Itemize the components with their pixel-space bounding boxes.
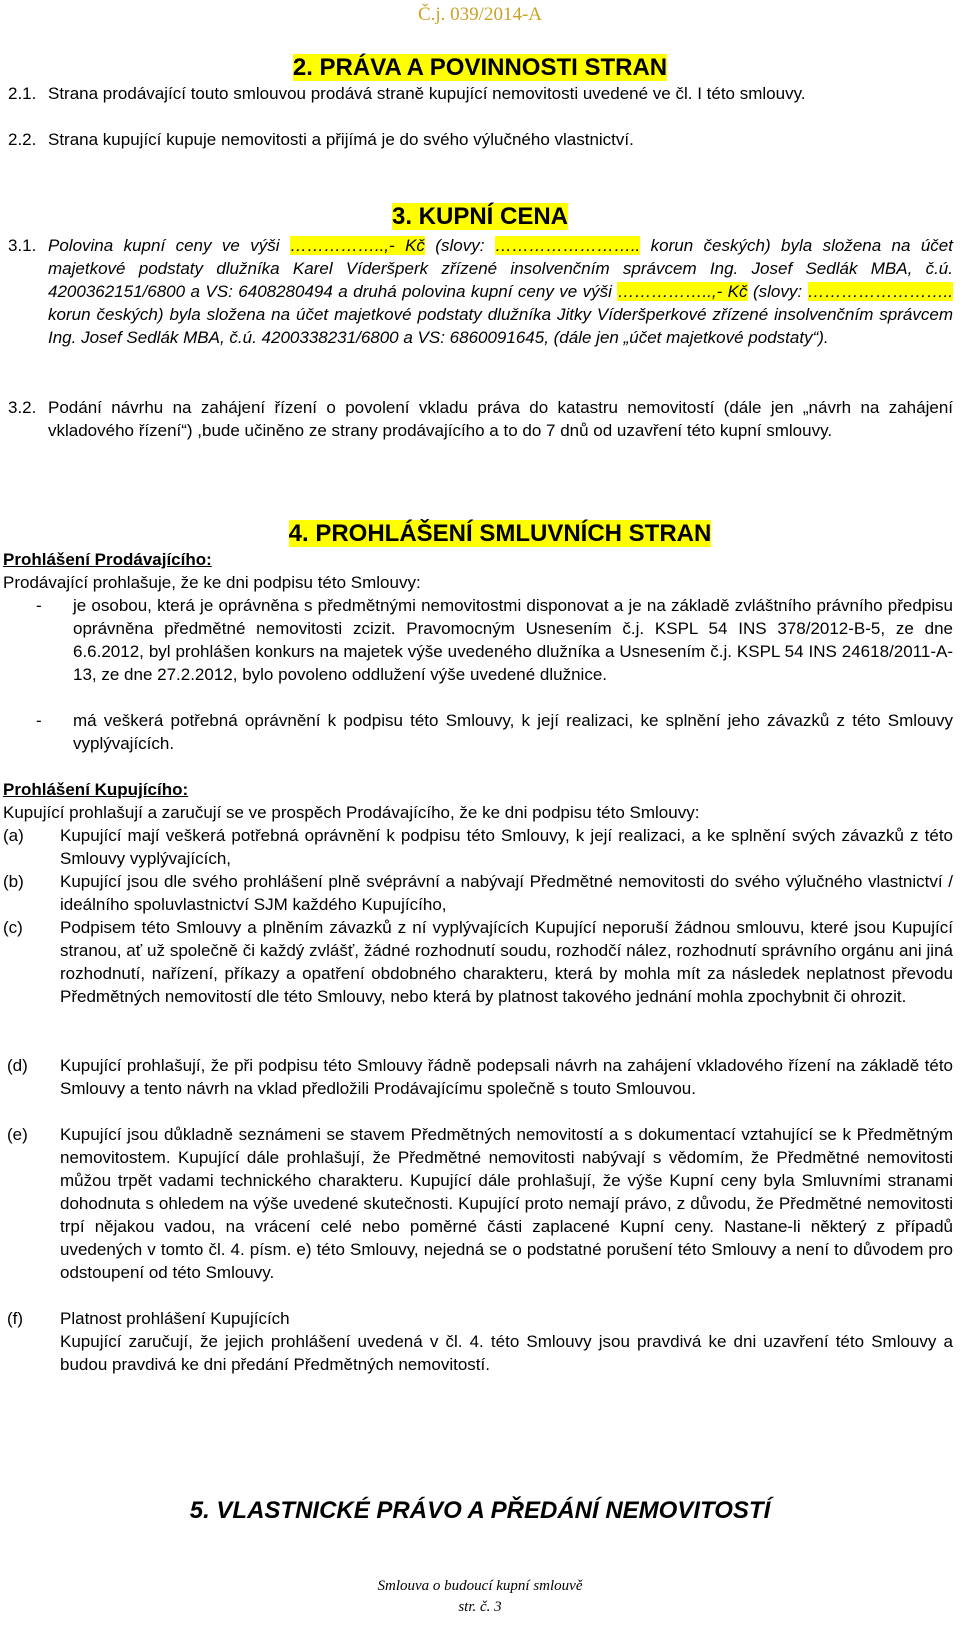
- footer-title: Smlouva o budoucí kupní smlouvě: [377, 1578, 583, 1594]
- section-2-heading: 2. PRÁVA A POVINNOSTI STRAN: [292, 54, 668, 81]
- clause-text: [48, 234, 953, 349]
- price-placeholder: ……………..,- Kč: [617, 282, 748, 301]
- buyer-item-d: [3, 1054, 953, 1100]
- seller-statement-title: Prohlášení Prodávajícího:: [3, 550, 212, 569]
- page-number: str. č. 3: [458, 1599, 502, 1615]
- clause-3-2: [8, 396, 953, 442]
- section-4-heading-wrap: [0, 519, 960, 549]
- text-run: Polovina kupní ceny ve výši: [48, 236, 290, 255]
- clause-text: Podání návrhu na zahájení řízení o povolení vkladu práva do katastru nemovitostí (dále jen „návrh na zahájení vkladového řízení“) ,bude učiněno ze strany prodávajícího a to do 7 dnů od uzavření této kupní smlouvy.: [48, 398, 953, 440]
- price-placeholder: ……………..,- Kč: [289, 236, 425, 255]
- buyer-item-f: [3, 1307, 953, 1376]
- section-2-heading-wrap: [0, 53, 960, 83]
- item-letter: (e): [7, 1125, 28, 1144]
- clause-number: 2.2.: [8, 130, 37, 149]
- item-letter: (c): [3, 918, 23, 937]
- buyer-statement-title: Prohlášení Kupujícího:: [3, 780, 189, 799]
- list-item-text: je osobou, která je oprávněna s předmětnými nemovitostmi disponovat a je na základě zvláštního právního předpisu oprávněna předmětné nemovitosti zcizit. Pravomocným Usnesením č.j. KSPL 54 INS 378/2012-B-5, ze dne 6.6.2012, byl prohlášen konkurs na majetek výše uvedeného dlužníka a Usnesením č.j. KSPL 54 INS 24618/2011-A-13, ze dne 27.2.2012, bylo povoleno oddlužení výše uvedené dlužnice.: [73, 596, 953, 684]
- seller-item: [3, 594, 953, 686]
- clause-number: 2.1.: [8, 84, 37, 103]
- section-4-heading: 4. PROHLÁŠENÍ SMLUVNÍCH STRAN: [288, 520, 712, 547]
- words-placeholder: ……………………..: [807, 282, 953, 301]
- clause-number: 3.1.: [8, 236, 37, 255]
- item-letter: (a): [3, 826, 24, 845]
- clause-2-1: [8, 82, 953, 105]
- text-run: (slovy:: [747, 282, 808, 301]
- list-item-text: Kupující mají veškerá potřebná oprávnění k podpisu této Smlouvy, k její realizaci, a ke splnění svých závazků z této Smlouvy vyplývajících,: [60, 826, 953, 868]
- text-run: korun českých) byla složena na účet majetkové podstaty dlužníka Karel Víderšperk zřízené insolvenčním správcem Ing. Josef Sedlák MBA, č.ú. 4200362151/6800 a VS: 6408280494 a druhá polovina kupní ceny ve výši: [48, 236, 953, 301]
- seller-statement-intro: Prodávající prohlašuje, že ke dni podpisu této Smlouvy:: [3, 573, 421, 592]
- list-item-text: Platnost prohlášení Kupujících Kupující zaručují, že jejich prohlášení uvedená v čl. 4. této Smlouvy jsou pravdivá ke dni uzavření této Smlouvy a budou pravdivá ke dni předání Předmětných nemovitostí.: [60, 1309, 953, 1374]
- clause-text: Strana kupující kupuje nemovitosti a přijímá je do svého výlučného vlastnictví.: [48, 130, 634, 149]
- section-3-heading-wrap: [0, 202, 960, 232]
- list-item-text: Kupující jsou dle svého prohlášení plně svéprávní a nabývají Předmětné nemovitosti do svého výlučného vlastnictví / ideálního spoluvlastnictví SJM každého Kupujícího,: [60, 872, 953, 914]
- clause-text: Strana prodávající touto smlouvou prodává straně kupující nemovitosti uvedené ve čl. I této smlouvy.: [48, 84, 806, 103]
- seller-item: [3, 709, 953, 755]
- clause-number: 3.2.: [8, 398, 37, 417]
- list-dash: -: [36, 596, 42, 615]
- item-letter: (f): [7, 1309, 24, 1328]
- words-placeholder: ……………………..: [494, 236, 641, 255]
- buyer-item-b: [3, 870, 953, 916]
- clause-2-2: [8, 128, 953, 151]
- clause-3-1: [8, 234, 953, 349]
- text-run: (slovy:: [424, 236, 495, 255]
- list-item-text: Kupující prohlašují, že při podpisu této Smlouvy řádně podepsali návrh na zahájení vkladového řízení na základě této Smlouvy a tento návrh na vklad předložili Prodávajícímu společně s touto Smlouvou.: [60, 1056, 953, 1098]
- list-item-text: má veškerá potřebná oprávnění k podpisu této Smlouvy, k její realizaci, ke splnění jeho závazků z této Smlouvy vyplývajících.: [73, 711, 953, 753]
- buyer-item-c: [3, 916, 953, 1008]
- item-letter: (b): [3, 872, 24, 891]
- document-reference: Č.j. 039/2014-A: [417, 4, 543, 25]
- buyer-item-a: [3, 824, 953, 870]
- buyer-statement-intro: Kupující prohlašují a zaručují se ve prospěch Prodávajícího, že ke dni podpisu této Smlouvy:: [3, 803, 700, 822]
- section-3-heading: 3. KUPNÍ CENA: [391, 203, 569, 230]
- section-5-heading: 5. VLASTNICKÉ PRÁVO A PŘEDÁNÍ NEMOVITOSTÍ: [189, 1497, 771, 1524]
- buyer-item-e: [3, 1123, 953, 1284]
- section-4-heading-box: [249, 520, 712, 547]
- list-item-text: Kupující jsou důkladně seznámeni se stavem Předmětných nemovitostí a s dokumentací vztahující se k Předmětným nemovitostem. Kupující dále prohlašují, že Předmětné nemovitosti nabývají s vědomím, že Předmětné nemovitosti můžou trpět vadami technického charakteru. Kupující dále prohlašují, že výše Kupní ceny byla Smluvními stranami dohodnuta s ohledem na výše uvedené skutečnosti. Kupující proto nemají právo, z důvodu, že Předmětné nemovitosti trpí nějakou vadou, na vrácení celé nebo poměrné části zaplacené Kupní ceny. Nastane-li některý z případů uvedených v tomto čl. 4. písm. e) této Smlouvy, nejedná se o podstatné porušení této Smlouvy a není to důvodem pro odstoupení od této Smlouvy.: [60, 1125, 953, 1282]
- list-item-text: Podpisem této Smlouvy a plněním závazků z ní vyplývajících Kupující neporuší žádnou smlouvu, které jsou Kupující stranou, ať už společně či každý zvlášť, žádné rozhodnutí soudu, rozhodčí nález, rozhodnutí správního orgánu ani jiná rozhodnutí, nařízení, příkazy a opatření obdobného charakteru, která by mohla mít za následek neplatnost převodu Předmětných nemovitostí dle této Smlouvy, nebo která by platnost takového jednání mohla zpochybnit či ohrozit.: [60, 918, 953, 1006]
- item-letter: (d): [7, 1056, 28, 1075]
- text-run: korun českých) byla složena na účet majetkové podstaty dlužníka Jitky Víderšperkové zřízené insolvenčním správcem Ing. Josef Sedlák MBA, č.ú. 4200338231/6800 a VS: 6860091645, (dále jen „účet majetkové podstaty“).: [48, 305, 953, 347]
- section-5-heading-wrap: [0, 1496, 960, 1526]
- list-dash: -: [36, 711, 42, 730]
